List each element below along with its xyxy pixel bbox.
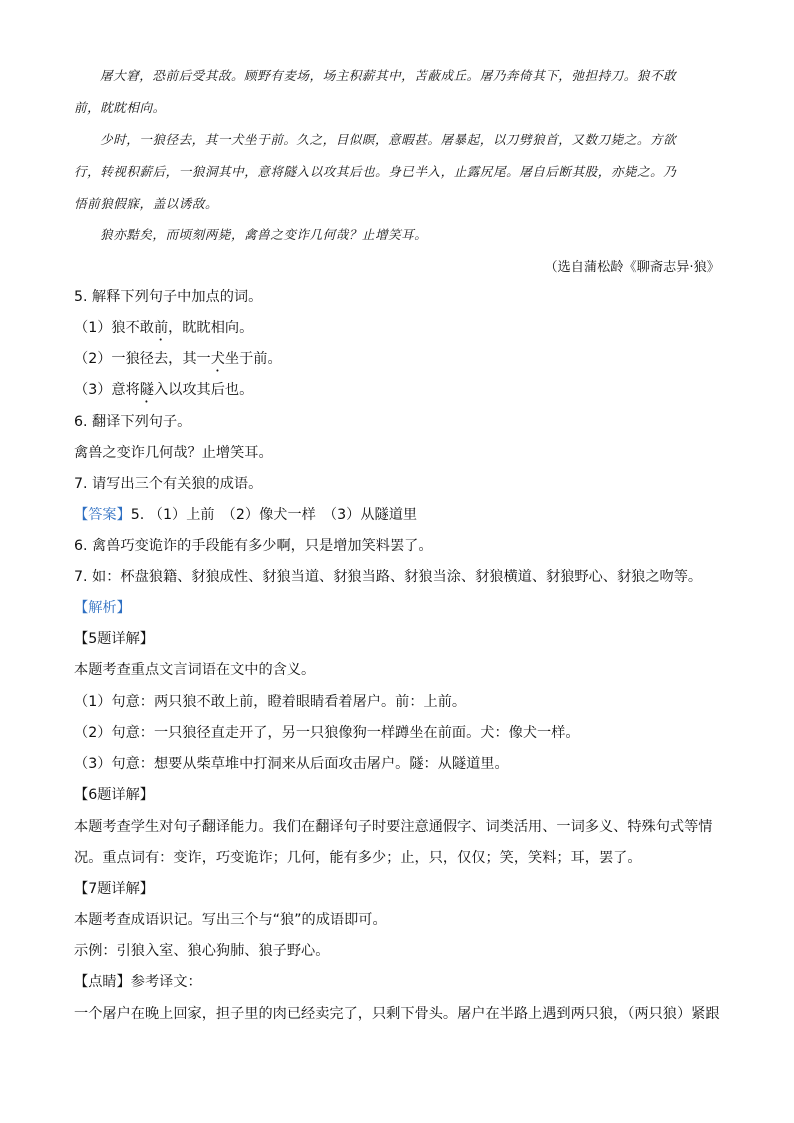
passage-line: 屠大窘，恐前后受其敌。顾野有麦场，场主积薪其中，苫蔽成丘。屠乃奔倚其下，弛担持刀。狼不敢	[100, 68, 677, 83]
question-7: 7. 请写出三个有关狼的成语。	[74, 476, 263, 492]
analysis-5-1: （1）句意：两只狼不敢上前，瞪着眼睛看着屠户。前：上前。	[74, 694, 467, 710]
heading-7-detail: 【7题详解】	[74, 881, 154, 897]
dotted-word: 隧	[139, 382, 154, 398]
q5-2-pre: （2）一狼径去，其一	[74, 351, 211, 367]
dianjing	[74, 972, 202, 992]
question-5: 5. 解释下列句子中加点的词。	[74, 289, 263, 305]
translation-line: 一个屠户在晚上回家，担子里的肉已经卖完了，只剩下骨头。屠户在半路上遇到两只狼，（两只狼）紧跟	[74, 1006, 720, 1022]
passage-line: 悟前狼假寐，盖以诱敌。	[74, 196, 219, 211]
dianjing-text: 参考译文：	[130, 974, 202, 990]
analysis-7-example: 示例：引狼入室、狼心狗肺、狼子野心。	[74, 943, 330, 959]
question-5-1	[74, 318, 253, 344]
passage-line: 前，眈眈相向。	[74, 100, 166, 115]
q5-1-pre: （1）狼不敢	[74, 320, 154, 336]
analysis-5-2: （2）句意：一只狼径直走开了，另一只狼像狗一样蹲坐在前面。犬：像犬一样。	[74, 725, 580, 741]
passage-line: 行，转视积薪后，一狼洞其中，意将隧入以攻其后也。身已半入，止露尻尾。屠自后断其股，亦毙之。乃	[74, 164, 677, 179]
q5-3-pre: （3）意将	[74, 382, 140, 398]
heading-6-detail: 【6题详解】	[74, 787, 154, 803]
q5-2-post: 坐于前。	[224, 351, 282, 367]
answer-5	[74, 505, 417, 525]
q5-1-post: ，眈眈相向。	[168, 320, 254, 336]
analysis-6-line-1: 本题考查学生对句子翻译能力。我们在翻译句子时要注意通假字、词类活用、一词多义、特殊句式等情	[74, 819, 713, 835]
q5-3-post: 入以攻其后也。	[153, 382, 254, 398]
analysis-label: 【解析】	[74, 600, 131, 616]
passage-line: 狼亦黠矣，而顷刻两毙，禽兽之变诈几何哉？止增笑耳。	[100, 227, 428, 242]
dotted-word: 犬	[210, 351, 225, 367]
answer-7: 7. 如：杯盘狼籍、豺狼成性、豺狼当道、豺狼当路、豺狼当涂、豺狼横道、豺狼野心、豺狼之吻等。	[74, 569, 703, 585]
answer-6: 6. 禽兽巧变诡诈的手段能有多少啊，只是增加笑料罢了。	[74, 538, 433, 554]
answer-5-text: 5. （1）上前 （2）像犬一样 （3）从隧道里	[130, 507, 418, 523]
analysis-5-3: （3）句意：想要从柴草堆中打洞来从后面攻击屠户。隧：从隧道里。	[74, 756, 509, 772]
question-5-2	[74, 349, 282, 375]
passage-source: （选自蒲松龄《聊斋志异·狼》	[544, 260, 720, 275]
passage-line: 少时，一狼径去，其一犬坐于前。久之，目似瞑，意暇甚。屠暴起，以刀劈狼首，又数刀毙之。方欲	[100, 132, 677, 147]
question-6: 6. 翻译下列句子。	[74, 414, 192, 430]
answer-label: 【答案】	[74, 507, 131, 523]
dotted-word: 前	[153, 320, 169, 336]
question-6-sentence: 禽兽之变诈几何哉？止增笑耳。	[74, 445, 273, 461]
analysis-5-intro: 本题考查重点文言词语在文中的含义。	[74, 662, 316, 678]
analysis-6-line-2: 况。重点词有：变诈，巧变诡诈；几何，能有多少；止，只，仅仅；笑，笑料；耳，罢了。	[74, 850, 642, 866]
analysis-7-text: 本题考查成语识记。写出三个与“狼”的成语即可。	[74, 912, 387, 928]
dianjing-label: 【点睛】	[74, 974, 131, 990]
heading-5-detail: 【5题详解】	[74, 631, 154, 647]
question-5-3	[74, 380, 253, 406]
